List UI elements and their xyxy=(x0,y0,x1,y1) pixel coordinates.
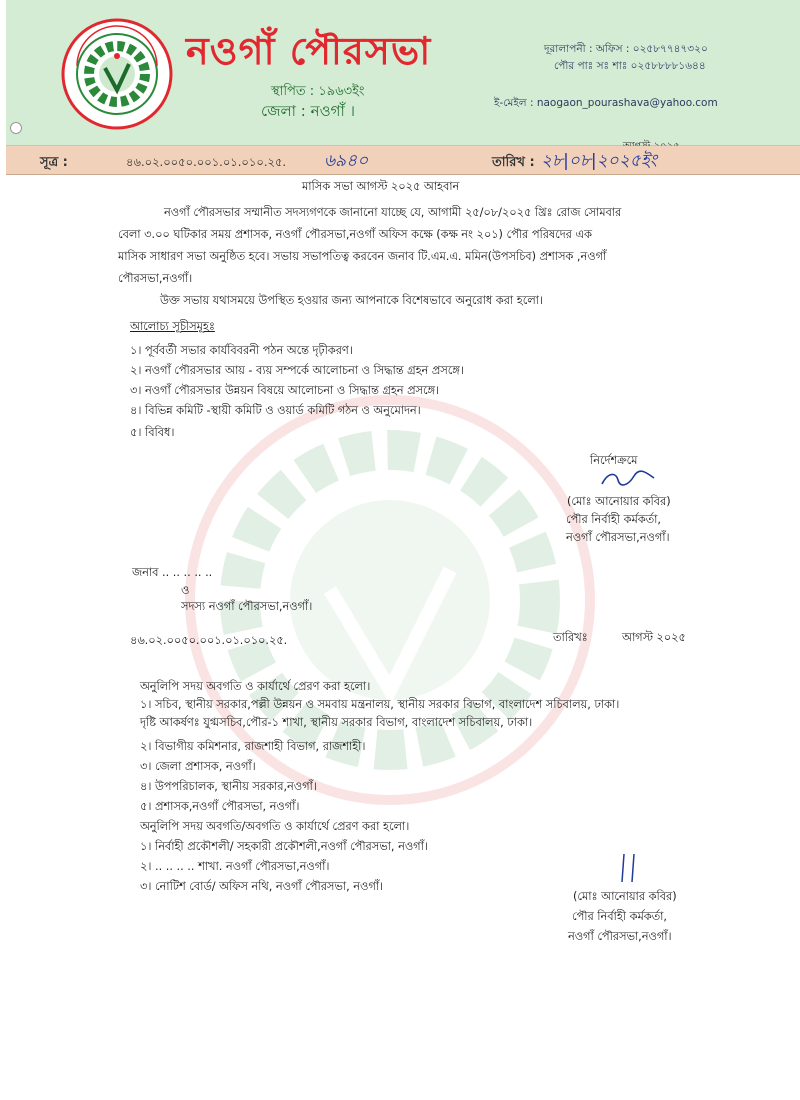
municipality-logo-icon xyxy=(61,18,173,130)
para1-line4: পৌরসভা,নওগাঁ। xyxy=(118,272,193,285)
signatory-office: নওগাঁ পৌরসভা,নওগাঁ। xyxy=(566,531,670,544)
copy-date-label: তারিখঃ xyxy=(553,631,588,644)
subject: মাসিক সভা আগস্ট ২০২৫ আহবান xyxy=(302,180,460,193)
page-title: নওগাঁ পৌরসভা xyxy=(186,29,432,73)
copy-item: ৪। উপপরিচালক, স্থানীয় সরকার,নওগাঁ। xyxy=(140,780,317,793)
date-handwritten: ২৮|০৮|২০২৫ইং xyxy=(541,151,657,171)
signatory-name: (মোঃ আনোয়ার কবির) xyxy=(567,495,671,508)
date-label: তারিখ : xyxy=(492,155,535,170)
punch-hole xyxy=(10,122,22,134)
signature-scribble-icon xyxy=(598,468,658,490)
ref-number: ৪৬.০২.০০৫০.০০১.০১.০১০.২৫. xyxy=(126,155,287,169)
ref-handwritten: ৬৯৪০ xyxy=(324,151,369,171)
copy-item: ৫। প্রশাসক,নওগাঁ পৌরসভা, নওগাঁ। xyxy=(140,800,300,813)
district-name: জেলা : নওগাঁ । xyxy=(261,102,355,120)
phone-secretary: পৌর পাঃ সঃ শাঃ ০২৫৮৮৮৮১৬৪৪ xyxy=(554,60,706,72)
signatory2-name: (মোঃ আনোয়ার কবির) xyxy=(573,890,677,903)
copy-intro: অনুলিপি সদয় অবগতি ও কার্যার্থে প্রেরণ করা হলো। xyxy=(140,680,371,693)
copy-item2: ১। নির্বাহী প্রকৌশলী/ সহকারী প্রকৌশলী,নওগাঁ পৌরসভা, নওগাঁ। xyxy=(140,840,428,853)
letterhead xyxy=(6,0,800,147)
established-year: স্থাপিত : ১৯৬৩ইং xyxy=(271,84,365,99)
copy-date-value: আগস্ট ২০২৫ xyxy=(622,631,686,644)
copy-item: ৩। জেলা প্রশাসক, নওগাঁ। xyxy=(140,760,256,773)
copy-item2: ২। .. .. .. .. শাখা. নওগাঁ পৌরসভা,নওগাঁ। xyxy=(140,860,330,873)
copy-intro2: অনুলিপি সদয় অবগতি/অবগতি ও কার্যার্থে প্রেরণ করা হলো। xyxy=(140,820,410,833)
agenda-item: ৩। নওগাঁ পৌরসভার উন্নয়ন বিষয়ে আলোচনা ও সিদ্ধান্ত গ্রহন প্রসঙ্গে। xyxy=(130,384,440,397)
initials-mark-icon xyxy=(614,852,644,886)
recipient-line1: জনাব .. .. .. .. .. xyxy=(132,566,213,579)
phone-office: দূরালাপনী : অফিস : ০২৫৮৭৭৪৭৩২০ xyxy=(544,43,708,55)
order-note: নির্দেশক্রমে xyxy=(590,454,638,467)
signatory2-office: নওগাঁ পৌরসভা,নওগাঁ। xyxy=(568,930,672,943)
copy-ref: ৪৬.০২.০০৫০.০০১.০১.০১০.২৫. xyxy=(130,634,288,647)
copy-item: দৃষ্টি আকর্ষণঃ যুগ্মসচিব,পৌর-১ শাখা, স্থানীয় সরকার বিভাগ, বাংলাদেশ সচিবালয়, ঢাকা। xyxy=(140,716,533,729)
signatory-designation: পৌর নির্বাহী কর্মকর্তা, xyxy=(566,513,662,526)
recipient-line3: সদস্য নওগাঁ পৌরসভা,নওগাঁ। xyxy=(181,600,313,613)
agenda-item: ৪। বিভিন্ন কমিটি -স্থায়ী কমিটি ও ওয়ার্ড কমিটি গঠন ও অনুমোদন। xyxy=(130,404,421,417)
para1-line2: বেলা ৩.০০ ঘটিকার সময় প্রশাসক, নওগাঁ পৌরসভা,নওগাঁ অফিস কক্ষে (কক্ষ নং ২০১) পৌর পরিষদের এক xyxy=(118,228,592,241)
agenda-title: আলোচ্য সূচীসমূহঃ xyxy=(130,320,215,333)
para1-line1: নওগাঁ পৌরসভার সম্মানীত সদস্যগণকে জানানো যাচ্ছে যে, আগামী ২৫/০৮/২০২৫ খ্রিঃ রোজ সোমবার xyxy=(164,206,622,219)
signatory2-designation: পৌর নির্বাহী কর্মকর্তা, xyxy=(572,910,668,923)
email-address: ই-মেইল : naogaon_pourashava@yahoo.com xyxy=(494,97,718,109)
para1-line3: মাসিক সাধারণ সভা অনুষ্ঠিত হবে। সভায় সভাপতিত্ব করবেন জনাব টি.এম.এ. মমিন(উপসচিব) প্রশাসক ,নওগাঁ xyxy=(118,250,607,263)
agenda-item: ৫। বিবিধ। xyxy=(130,426,175,439)
para2: উক্ত সভায় যথাসময়ে উপস্থিত হওয়ার জন্য আপনাকে বিশেষভাবে অনুরোধ করা হলো। xyxy=(160,294,543,307)
copy-item: ১। সচিব, স্থানীয় সরকার,পল্লী উন্নয়ন ও সমবায় মন্ত্রনালয়, স্থানীয় সরকার বিভাগ, বাংলাদেশ সচিবালয়, ঢাকা। xyxy=(140,698,620,711)
agenda-item: ২। নওগাঁ পৌরসভার আয় - ব্যয় সম্পর্কে আলোচনা ও সিদ্ধান্ত গ্রহন প্রসঙ্গে। xyxy=(130,364,464,377)
reference-bar xyxy=(6,146,800,175)
copy-item2: ৩। নোটিশ বোর্ড/ অফিস নথি, নওগাঁ পৌরসভা, নওগাঁ। xyxy=(140,880,384,893)
agenda-item: ১। পূর্ববর্তী সভার কার্যবিবরনী পঠন অন্তে দৃঢ়ীকরণ। xyxy=(130,344,353,357)
ref-label: সূত্র : xyxy=(40,155,68,170)
copy-item: ২। বিভাগীয় কমিশনার, রাজশাহী বিভাগ, রাজশাহী। xyxy=(140,740,366,753)
recipient-line2: ও xyxy=(181,584,190,597)
